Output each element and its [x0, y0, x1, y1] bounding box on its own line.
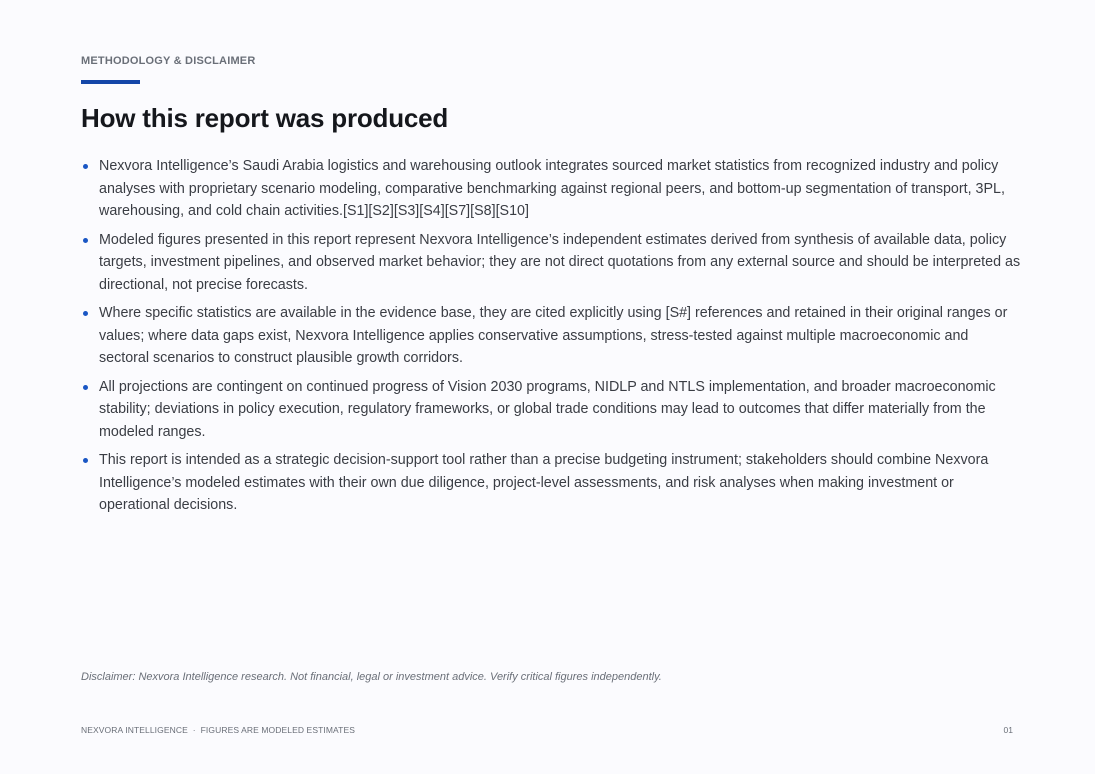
disclaimer-text: Disclaimer: Nexvora Intelligence research. Not financial, legal or investment advice. Verify critical figures independently. [81, 671, 662, 683]
bullet-dot-icon [83, 164, 88, 169]
bullet-dot-icon [83, 238, 88, 243]
page-number: 01 [1003, 725, 1013, 735]
list-item [81, 376, 1021, 444]
bullet-dot-icon [83, 385, 88, 390]
accent-bar [81, 80, 140, 84]
list-item [81, 229, 1021, 297]
page-title: How this report was produced [81, 103, 449, 133]
list-item [81, 449, 1021, 517]
list-item-text: This report is intended as a strategic decision-support tool rather than a precise budgeting instrument; stakeholders should combine Nexvora Intelligence’s modeled estimates with their own due diligence, project-level assessments, and risk analyses when making investment or operational decisions. [99, 452, 989, 513]
methodology-list [81, 155, 1021, 523]
list-item-text: Nexvora Intelligence’s Saudi Arabia logistics and warehousing outlook integrates sourced market statistics from recognized industry and policy analyses with proprietary scenario modeling, comparative benchmarking against regional peers, and bottom-up segmentation of transport, 3PL, warehousing, and cold chain activities.[S1][S2][S3][S4][S7][S8][S10] [99, 158, 1005, 219]
list-item [81, 155, 1021, 223]
footer-label: NEXVORA INTELLIGENCE · FIGURES ARE MODELED ESTIMATES [81, 725, 355, 735]
list-item [81, 302, 1021, 370]
section-eyebrow: METHODOLOGY & DISCLAIMER [81, 55, 256, 67]
list-item-text: Modeled figures presented in this report represent Nexvora Intelligence’s independent estimates derived from synthesis of available data, policy targets, investment pipelines, and observed market behavior; they are not direct quotations from any external source and should be interpreted as directional, not precise forecasts. [99, 231, 1021, 293]
list-item-text: Where specific statistics are available in the evidence base, they are cited explicitly using [S#] references and retained in their original ranges or values; where data gaps exist, Nexvora Intelligence applies conservative assumptions, stress-tested against multiple macroeconomic and sectoral scenarios to construct plausible growth corridors. [99, 305, 1008, 366]
list-item-text: All projections are contingent on continued progress of Vision 2030 programs, NIDLP and NTLS implementation, and broader macroeconomic stability; deviations in policy execution, regulatory frameworks, or global trade conditions may lead to outcomes that differ materially from the modeled ranges. [99, 378, 996, 440]
bullet-dot-icon [83, 458, 88, 463]
bullet-dot-icon [83, 311, 88, 316]
